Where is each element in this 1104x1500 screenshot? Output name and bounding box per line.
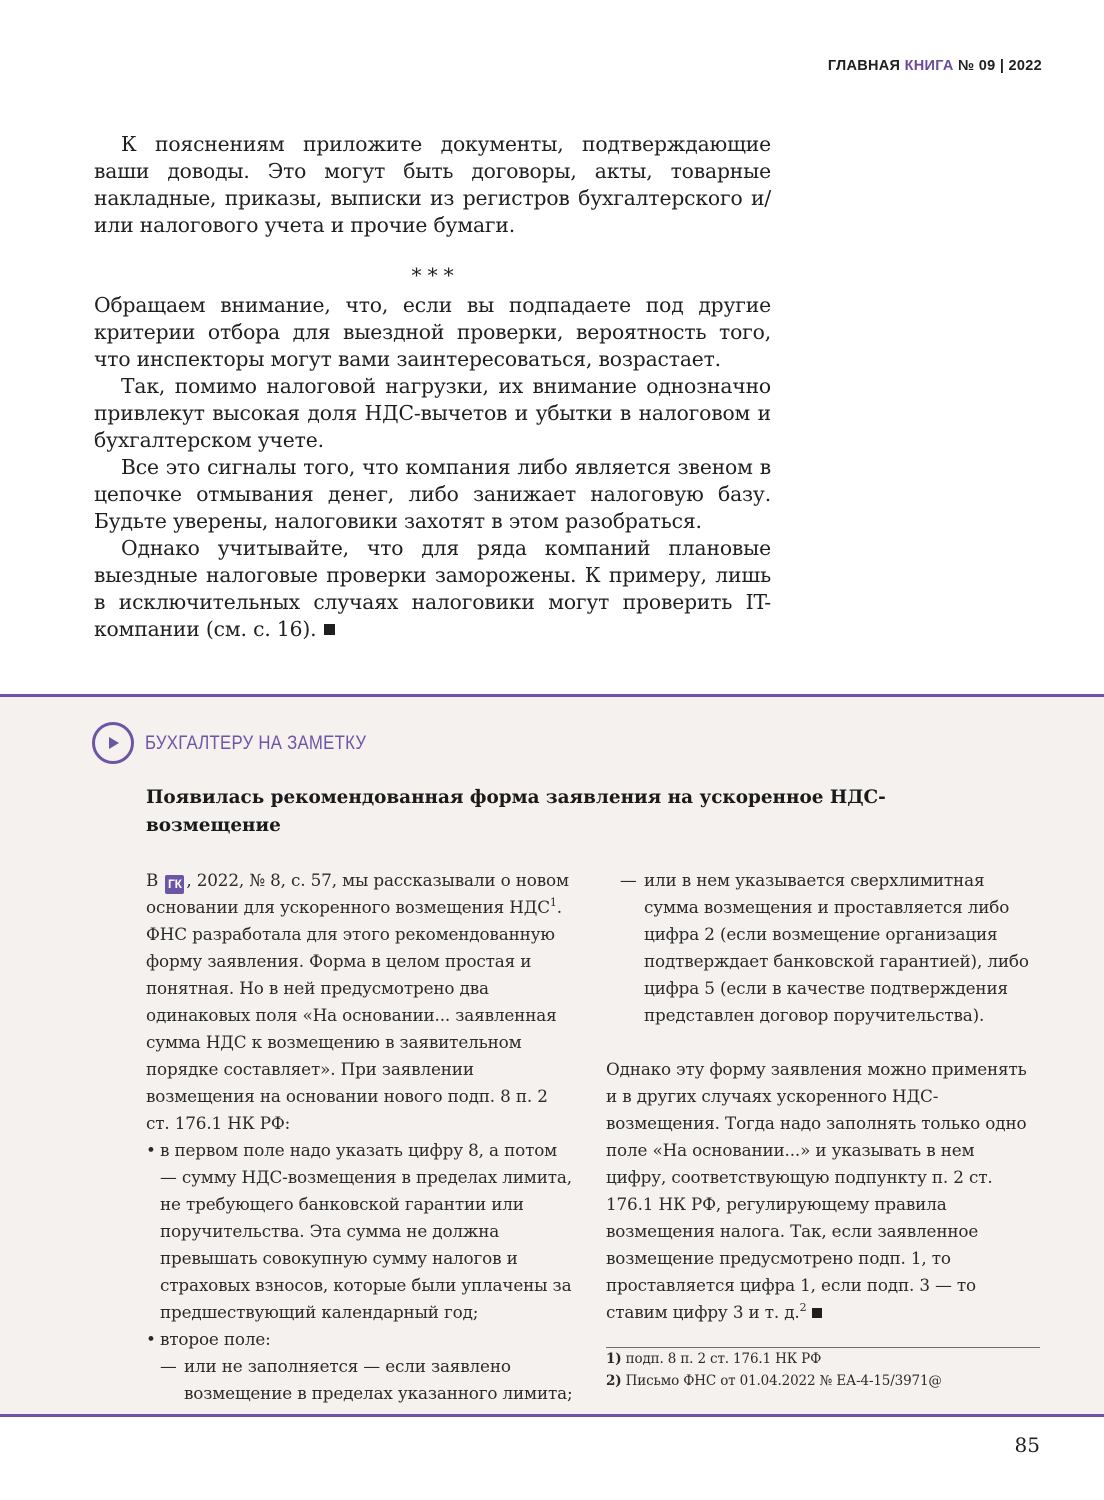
dash-symbol: — (620, 870, 637, 890)
end-of-note-square-icon (812, 1308, 822, 1318)
paragraph-text: Однако эту форму заявления можно применять и в других случаях ускоренного НДС-возмещения. Тогда надо заполнять только одно поле «На основании...» и указывать в нем цифру, соответствующую подпункту п. 2 ст. 176.1 НК РФ, регулирующему правила возмещения налога. Так, если заявленное возмещение предусмотрено подп. 1, то проставляется цифра 1, если подп. 3 — то ставим цифру 3 и т. д. (606, 1059, 1027, 1322)
note-intro (146, 867, 576, 1137)
intro-text: . ФНС разработала для этого рекомендованную форму заявления. Форма в целом простая и понятная. Но в ней предусмотрено два одинаковых поля «На основании... заявленная сумма НДС к возмещению в заявительном порядке составляет». При заявлении возмещения на основании нового подп. 8 п. 2 ст. 176.1 НК РФ: (146, 897, 562, 1133)
paragraph-text: Однако учитывайте, что для ряда компаний плановые выездные налоговые проверки заморожены. К примеру, лишь в исключительных случаях налоговики могут проверить IT-компании (см. с. 16). (94, 536, 771, 641)
sidebar-note-box (0, 694, 1104, 1417)
section-separator: * * * (411, 263, 454, 287)
paragraph: Так, помимо налоговой нагрузки, их внимание однозначно привлекут высокая доля НДС-вычетов и убытки в налоговом и бухгалтерском учете. (94, 374, 771, 452)
glavkniga-logo-icon: ГК (165, 875, 184, 894)
end-of-article-square-icon (324, 624, 335, 635)
dash-item (606, 867, 1038, 1029)
bullet-item: • в первом поле надо указать цифру 8, а потом — сумму НДС-возмещения в пределах лимита, не требующего банковской гарантии или поручительства. Эта сумма не должна превышать совокупную сумму налогов и страховых взносов, которые были уплачены за предшествующий календарный год; (146, 1137, 576, 1326)
article-body (94, 131, 771, 643)
footnote-text: Письмо ФНС от 01.04.2022 № ЕА-4-15/3971@ (625, 1373, 942, 1389)
dash-symbol: — (160, 1356, 177, 1376)
paragraph: Все это сигналы того, что компания либо является звеном в цепочке отмывания денег, либо занижает налоговую базу. Будьте уверены, налоговики захотят в этом разобраться. (94, 455, 771, 533)
footnote-ref-1: 1 (549, 896, 557, 909)
play-icon (92, 722, 134, 764)
brand-glavnaya: ГЛАВНАЯ (827, 58, 901, 74)
note-paragraph (606, 1056, 1038, 1326)
note-title: Появилась рекомендованная форма заявления на ускоренное НДС-возмещение (146, 787, 886, 836)
footnote-1 (606, 1348, 1038, 1370)
paragraph-final (94, 535, 771, 643)
page-number: 85 (1014, 1433, 1040, 1457)
dash-text: или не заполняется — если заявлено возмещение в пределах указанного лимита; (184, 1356, 573, 1403)
note-header (92, 722, 402, 764)
brand-kniga: КНИГА (904, 58, 954, 74)
paragraph: Обращаем внимание, что, если вы подпадаете под другие критерии отбора для выездной проверки, вероятность того, что инспекторы могут вами заинтересоваться, возрастает. (94, 293, 771, 371)
running-header (828, 58, 1042, 74)
note-column-left (146, 867, 576, 1407)
dash-text: или в нем указывается сверхлимитная сумма возмещения и проставляется либо цифра 2 (если возмещение организация подтверждает банковской гарантией), либо цифра 5 (если в качестве подтверждения представлен договор поручительства). (644, 870, 1029, 1025)
dash-item (146, 1353, 576, 1407)
issue-number: № 09 | 2022 (958, 58, 1042, 74)
bullet-item: • второе поле: (146, 1326, 576, 1353)
footnote-number: 2) (606, 1373, 622, 1389)
footnote-ref-2: 2 (799, 1301, 807, 1314)
intro-text: , 2022, № 8, с. 57, мы рассказывали о новом основании для ускоренного возмещения НДС (146, 870, 569, 917)
footnote-text: подп. 8 п. 2 ст. 176.1 НК РФ (625, 1351, 822, 1367)
footnote-2 (606, 1370, 1038, 1392)
note-label: БУХГАЛТЕРУ НА ЗАМЕТКУ (145, 731, 367, 754)
footnote-number: 1) (606, 1351, 622, 1367)
note-column-right (606, 867, 1038, 1392)
intro-text: В (146, 870, 159, 890)
paragraph: К пояснениям приложите документы, подтверждающие ваши доводы. Это могут быть договоры, акты, товарные накладные, приказы, выписки из регистров бухгалтерского и/или налогового учета и прочие бумаги. (94, 132, 771, 237)
